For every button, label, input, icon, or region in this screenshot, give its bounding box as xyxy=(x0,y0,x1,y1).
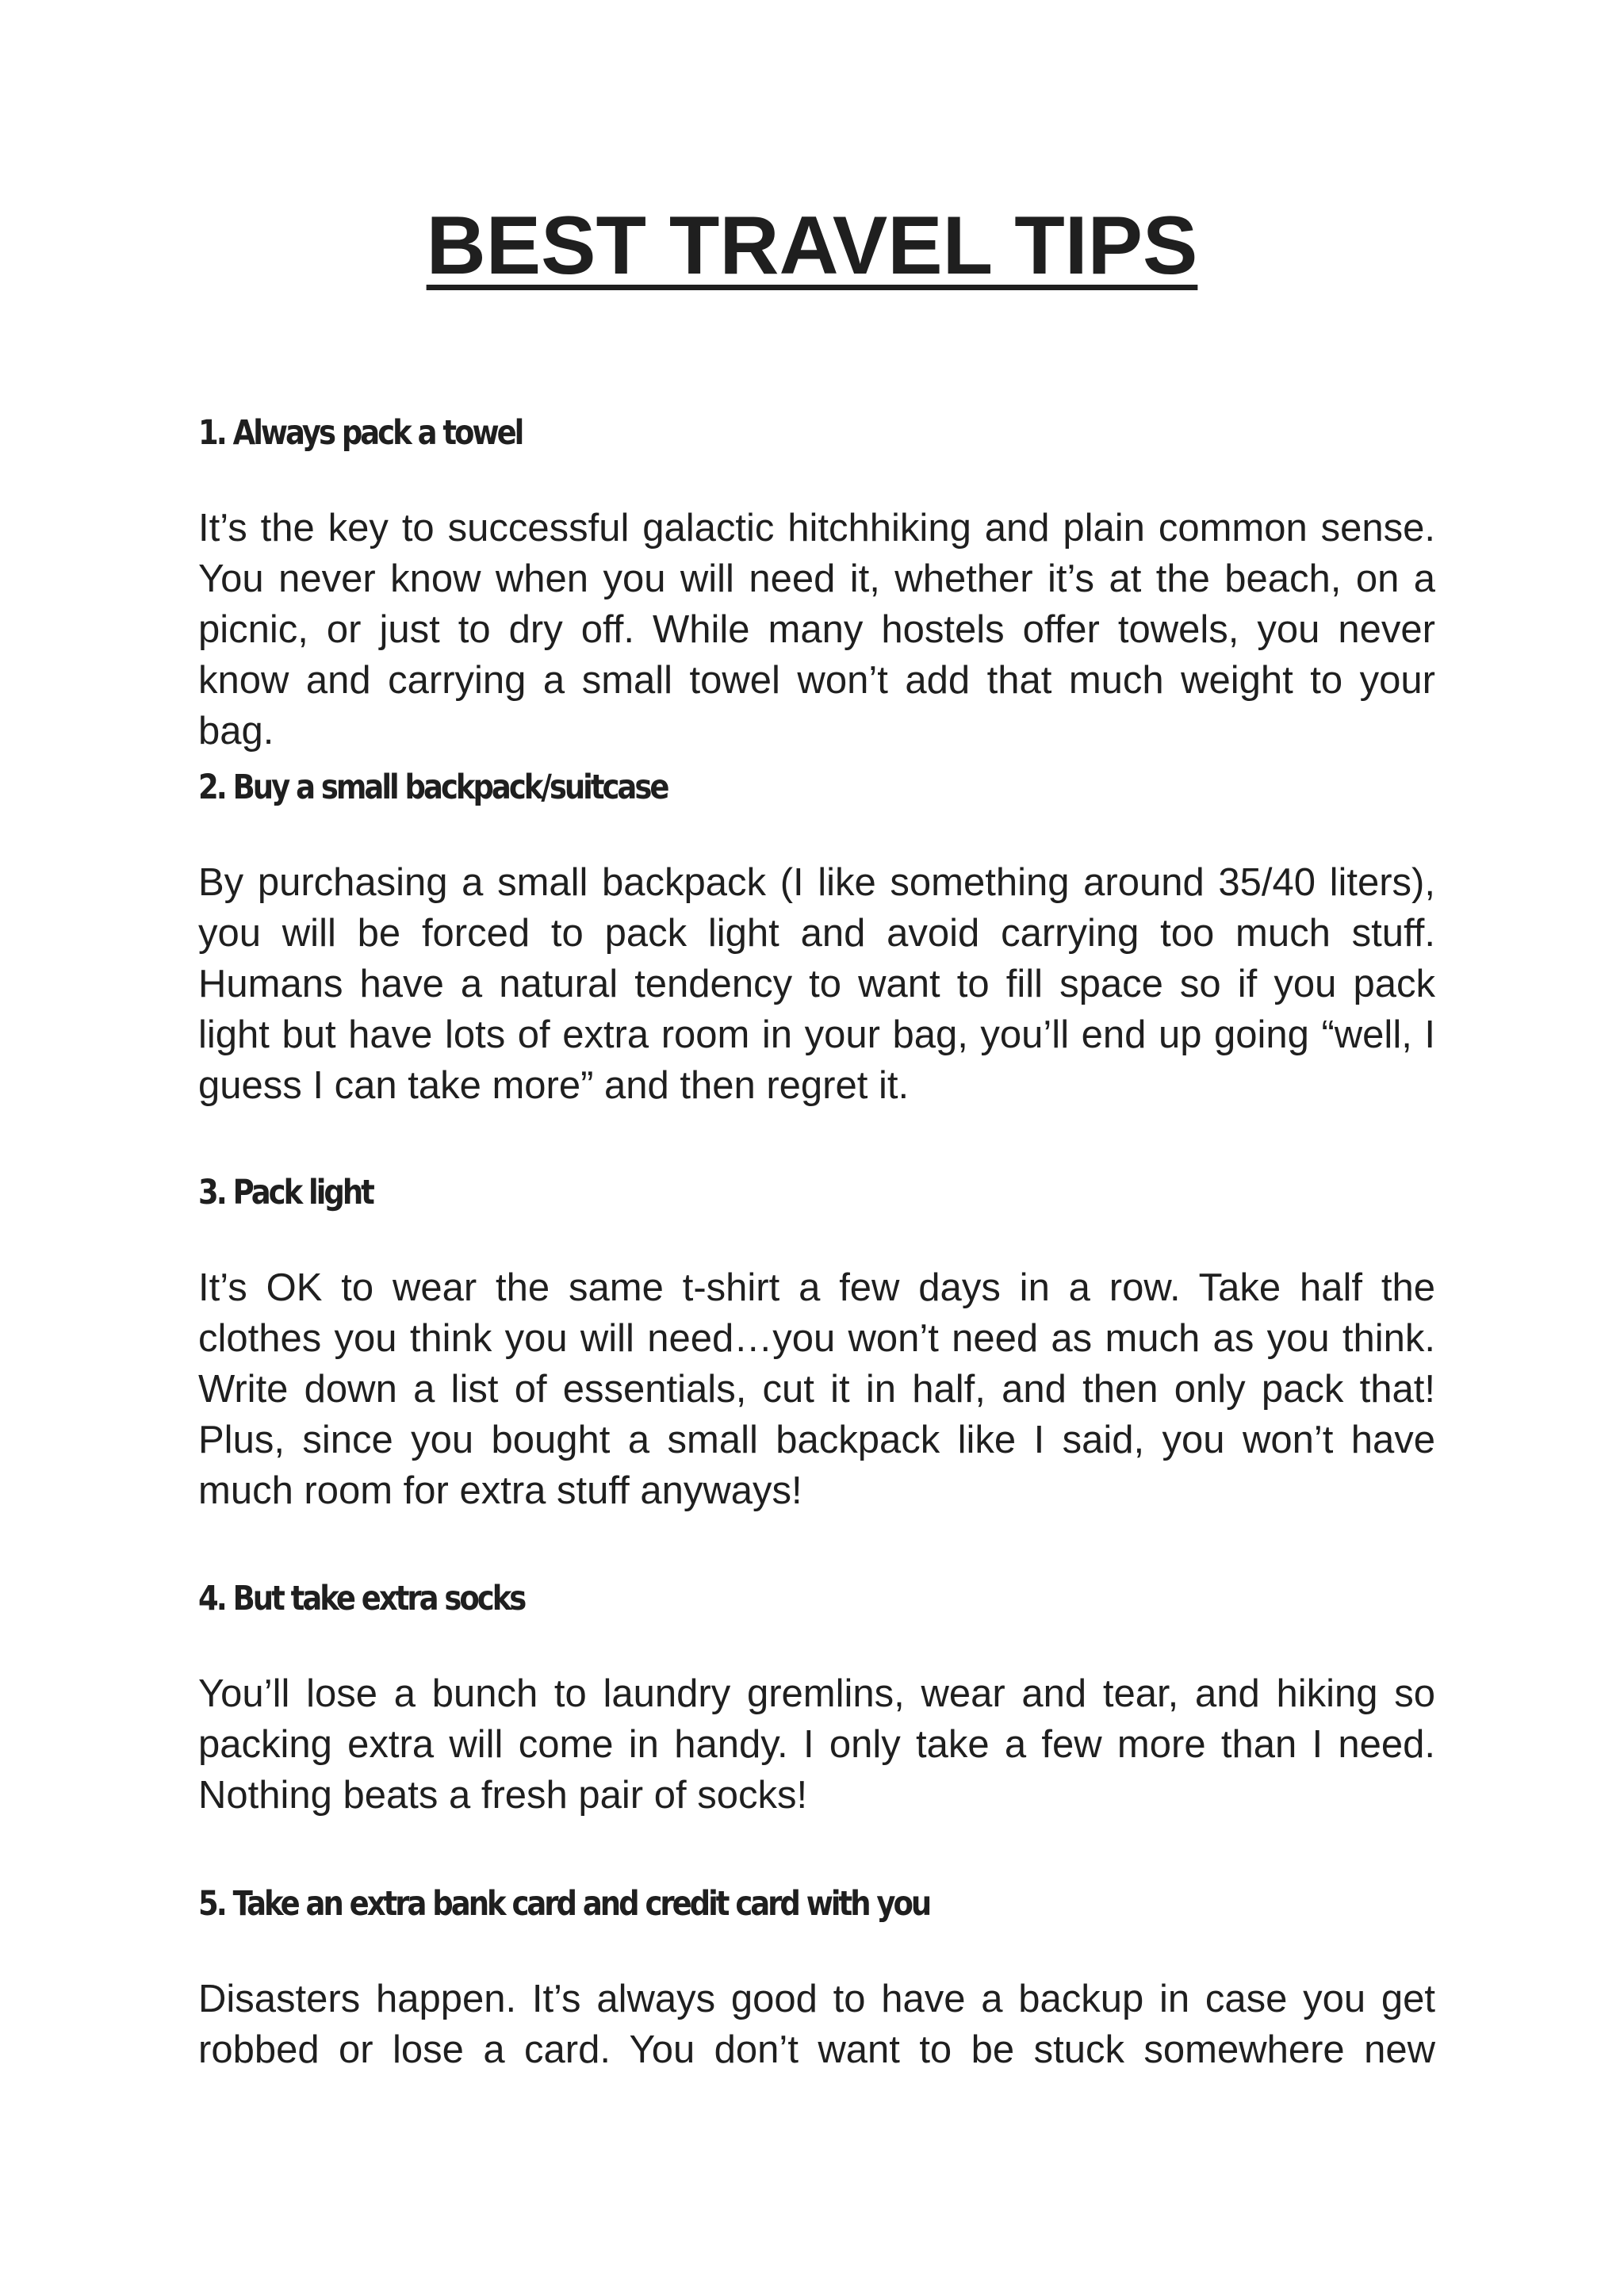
tip-2-body: By purchasing a small backpack (I like something around 35/40 liters), you will be forced to pack light and avoid carrying too much stuff. Humans have a natural tendency to want to fill space so if you pack light but have lots of extra room in your bag, you’ll end up going “well, I guess I can take more” and then regret it. xyxy=(198,861,1435,1107)
tip-3-body: It’s OK to wear the same t-shirt a few days in a row. Take half the clothes you think you will need…you won’t need as much as you think. Write down a list of essentials, cut it in half, and then only pack that! Plus, since you bought a small backpack like I said, you won’t have much room for extra stuff anyways! xyxy=(198,1266,1435,1512)
tip-4-heading: 4. But take extra socks xyxy=(198,1579,525,1618)
tip-1-body: It’s the key to successful galactic hitchhiking and plain common sense. You never know when you will need it, whether it’s at the beach, on a picnic, or just to dry off. While many hostels offer towels, you never know and carrying a small towel won’t add that much weight to your bag. xyxy=(198,507,1435,753)
tip-2-heading: 2. Buy a small backpack/suitcase xyxy=(198,768,668,807)
tip-1-heading: 1. Always pack a towel xyxy=(198,413,523,453)
tip-3-heading: 3. Pack light xyxy=(198,1173,373,1212)
tip-5-heading: 5. Take an extra bank card and credit card with you xyxy=(198,1884,930,1924)
tip-5-body: Disasters happen. It’s always good to have a backup in case you get robbed or lose a card. You don’t want to be stuck somewhere new xyxy=(198,1978,1435,2071)
tip-4-body: You’ll lose a bunch to laundry gremlins, wear and tear, and hiking so packing extra will come in handy. I only take a few more than I need. Nothing beats a fresh pair of socks! xyxy=(198,1672,1435,1817)
document-title: BEST TRAVEL TIPS xyxy=(426,200,1198,292)
